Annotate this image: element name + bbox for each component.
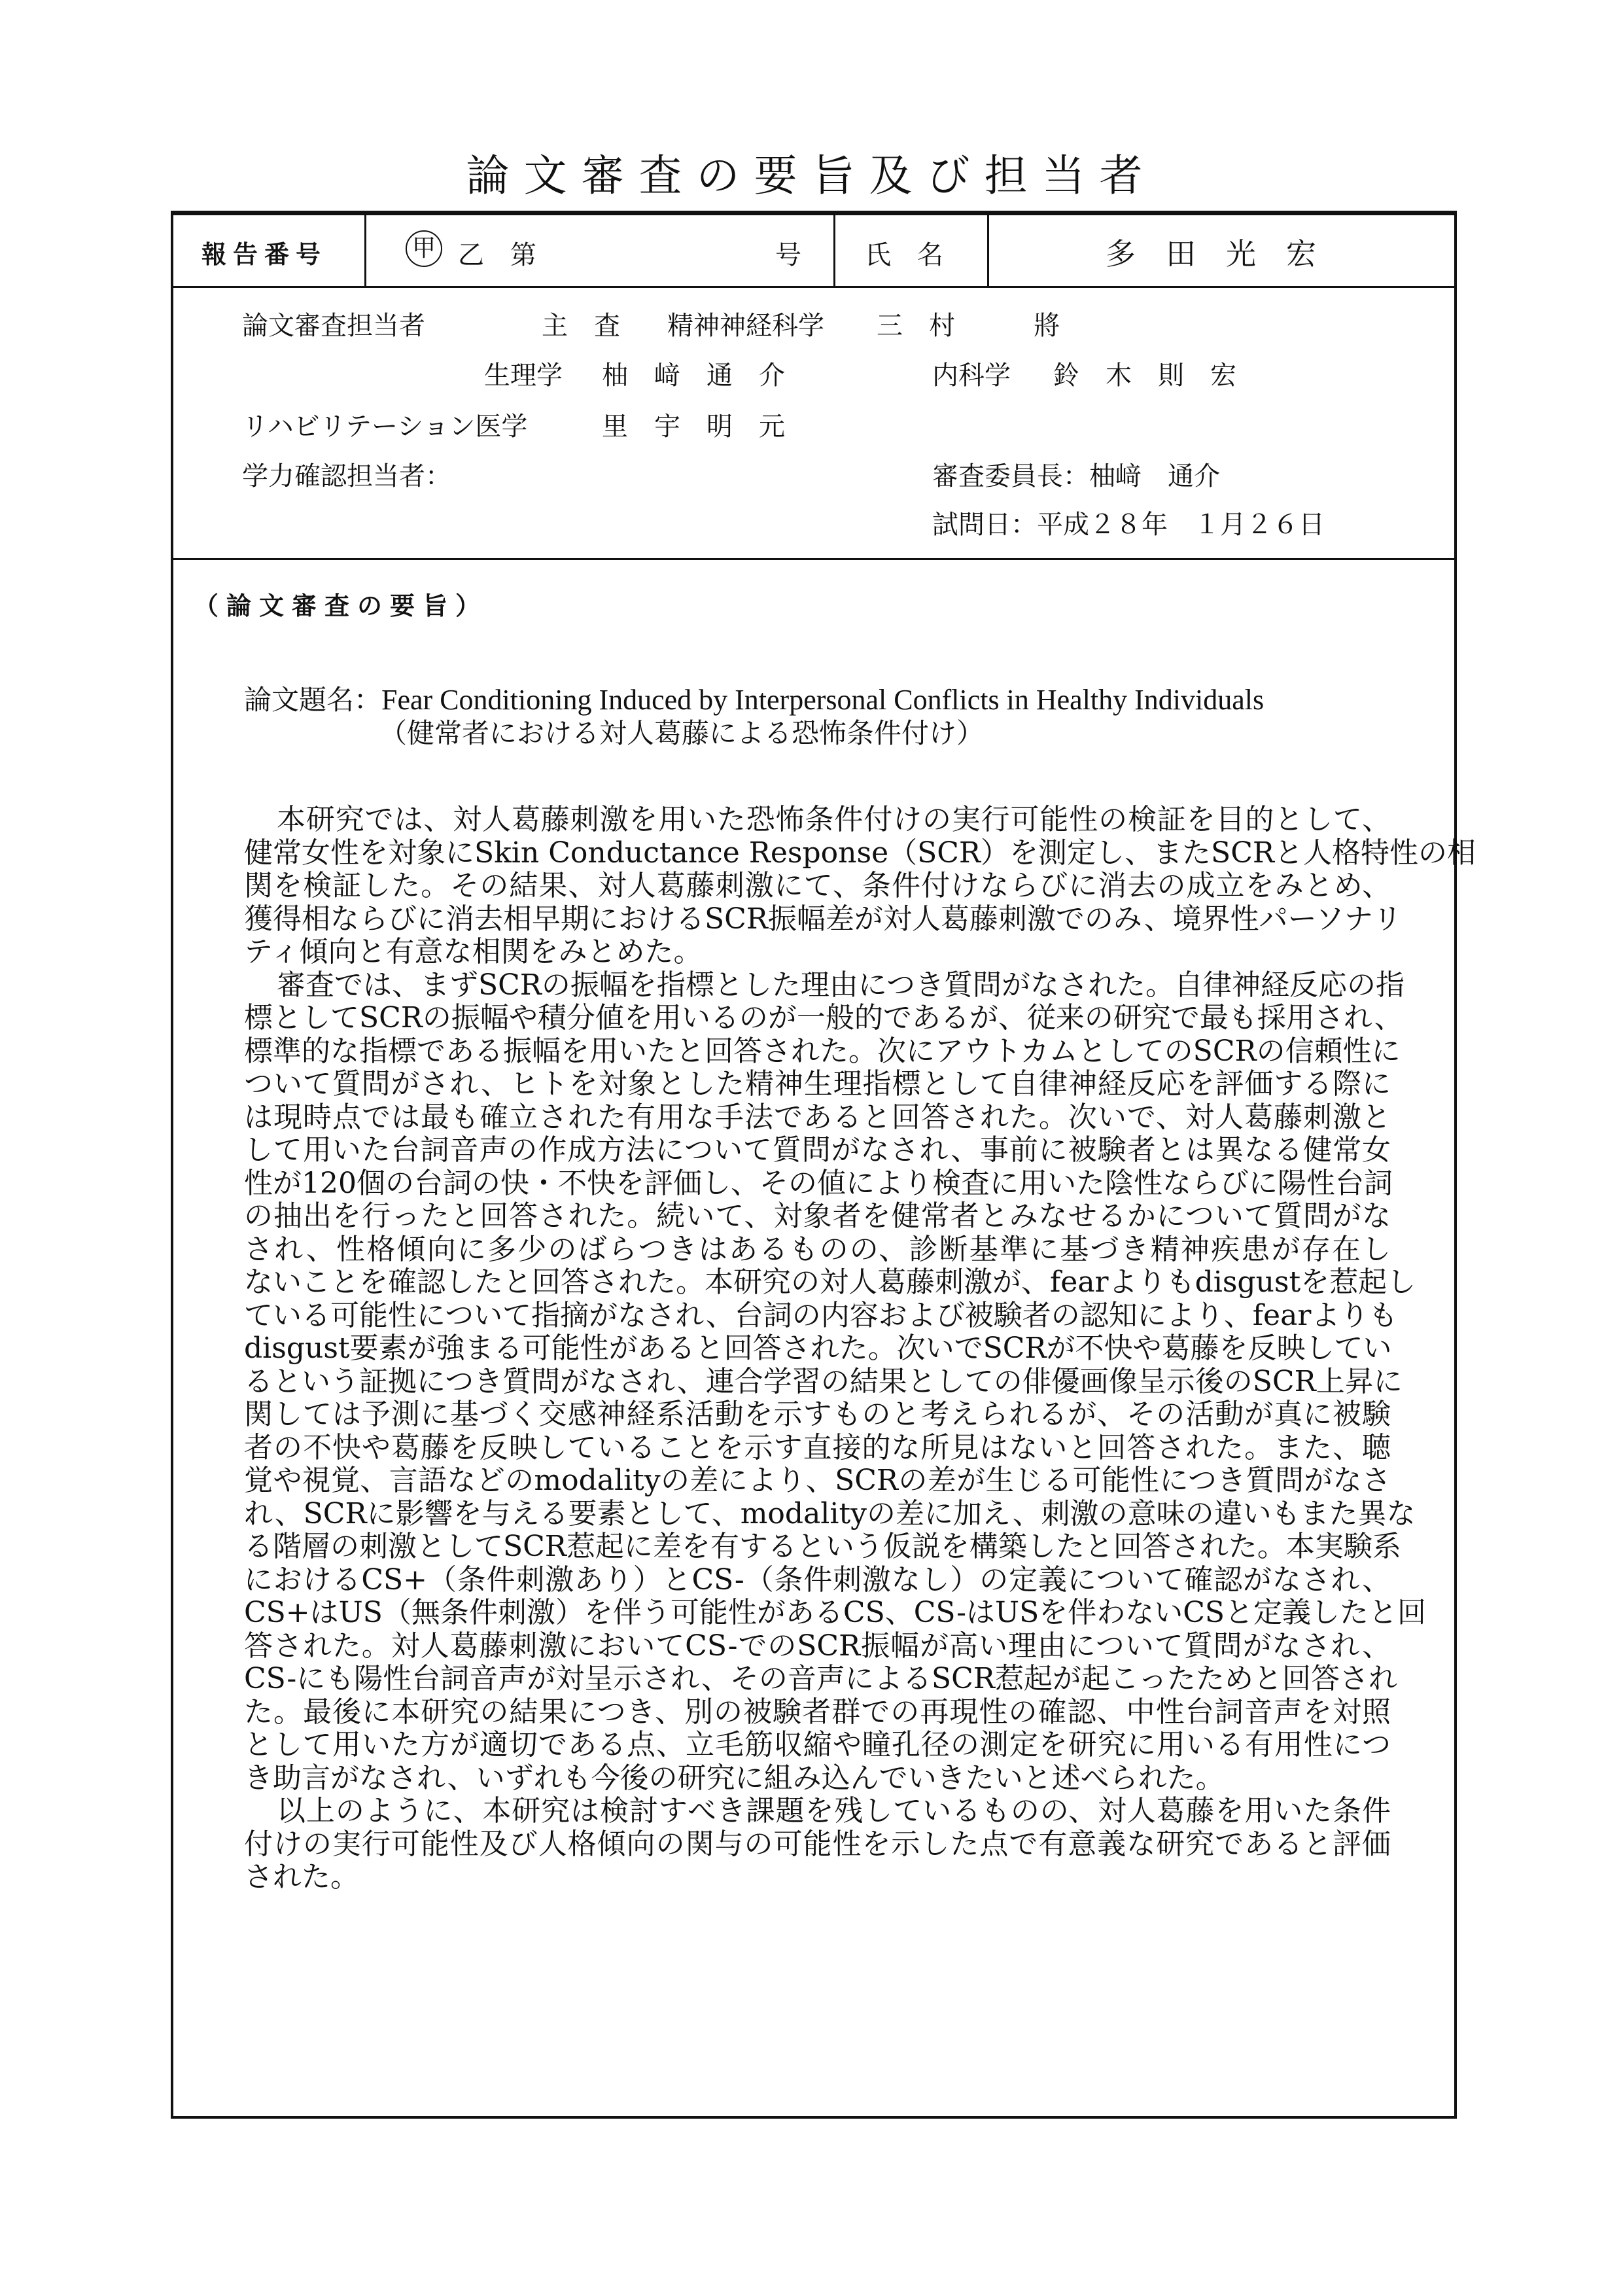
summary-line: の抽出を行ったと回答された。続いて、対象者を健常者とみなせるかについて質問がな [244,1199,1391,1233]
member-name: 里 宇 明 元 [602,412,785,442]
report-number-label: 報告番号 [201,240,328,269]
summary-line: ついて質問がされ、ヒトを対象とした精神生理指標として自律神経反応を評価する際に [244,1067,1391,1101]
summary-line: 関を検証した。その結果、対人葛藤刺激にて、条件付けならびに消去の成立をみとめ、 [244,869,1391,902]
summary-line: して用いた台詞音声の作成方法について質問がなされ、事前に被験者とは異なる健常女 [244,1133,1391,1167]
thesis-label: 論文題名： [244,684,382,716]
chief-name: 三 村 將 [877,311,1060,341]
summary-line: ている可能性について指摘がなされ、台詞の内容および被験者の認知により、fearよりも [244,1298,1398,1332]
summary-line: 本研究では、対人葛藤刺激を用いた恐怖条件付けの実行可能性の検証を目的として、 [277,803,1391,836]
chief-label: 主 査 [542,311,620,341]
kou-mark [406,230,442,267]
summary-line: 以上のように、本研究は検討すべき課題を残しているものの、対人葛藤を用いた条件 [277,1794,1391,1828]
member-name: 柚 﨑 通 介 [602,361,785,391]
summary-line: disgust要素が強まる可能性があると回答された。次いでSCRが不快や葛藤を反映してい [244,1332,1392,1365]
divider [171,558,1457,560]
member-dept: 内科学 [932,361,1011,391]
examiners-label: 論文審査担当者 [242,311,425,341]
divider [364,211,366,287]
summary-line: 審査では、まずSCRの振幅を指標とした理由につき質問がなされた。自律神経反応の指 [277,968,1405,1002]
name-value: 多 田 光 宏 [1106,236,1316,272]
summary-line: れ、SCRに影響を与える要素として、modalityの差に加え、刺激の意味の違いもまた異な [244,1496,1416,1530]
divider [171,286,1457,288]
summary-line: ティ傾向と有意な相関をみとめた。 [244,935,703,968]
summary-line: として用いた方が適切である点、立毛筋収縮や瞳孔径の測定を研究に用いる有用性につ [244,1728,1391,1761]
thesis-title-en: Fear Conditioning Induced by Interpersonal Conflicts in Healthy Individuals [381,684,1265,716]
committee-chair: 審査委員長：柚﨑 通介 [932,461,1220,491]
summary-line: された。 [244,1860,359,1894]
member-name: 鈴 木 則 宏 [1053,361,1236,391]
summary-line: CS+はUS（無条件刺激）を伴う可能性があるCS、CS-はUSを伴わないCSと定義したと回 [244,1596,1427,1629]
otsu-dai: 乙 第 [458,240,536,270]
summary-line: 標準的な指標である振幅を用いたと回答された。次にアウトカムとしてのSCRの信頼性に [244,1034,1401,1068]
divider [987,211,989,287]
summary-line: た。最後に本研究の結果につき、別の被験者群での再現性の確認、中性台詞音声を対照 [244,1695,1391,1729]
go-label: 号 [775,240,801,270]
member-dept: リハビリテーション医学 [242,412,528,442]
thesis-title-ja: （健常者における対人葛藤による恐怖条件付け） [379,717,985,749]
summary-line: 標としてSCRの振幅や積分値を用いるのが一般的であるが、従来の研究で最も採用され、 [244,1001,1403,1034]
summary-line: は現時点では最も確立された有用な手法であると回答された。次いで、対人葛藤刺激と [244,1100,1391,1134]
summary-line: におけるCS+（条件刺激あり）とCS-（条件刺激なし）の定義について確認がなされ、 [244,1563,1391,1597]
member-dept: 生理学 [484,361,563,391]
summary-line: 獲得相ならびに消去相早期におけるSCR振幅差が対人葛藤刺激でのみ、境界性パーソナリ [244,902,1402,936]
academic-examiner-label: 学力確認担当者： [242,461,451,491]
summary-line: き助言がなされ、いずれも今後の研究に組み込んでいきたいと述べられた。 [244,1761,1225,1795]
kou-circled: 甲 [406,230,442,267]
summary-line: 付けの実行可能性及び人格傾向の関与の可能性を示した点で有意義な研究であると評価 [244,1827,1391,1861]
summary-line: る階層の刺激としてSCR惹起に差を有するという仮説を構築したと回答された。本実験系 [244,1530,1401,1563]
name-label: 氏 名 [865,240,943,270]
summary-line: 覚や視覚、言語などのmodalityの差により、SCRの差が生じる可能性につき質問がなさ [244,1464,1391,1497]
summary-line: CS-にも陽性台詞音声が対呈示され、その音声によるSCR惹起が起こったためと回答され [244,1662,1397,1695]
document-title: 論文審査の要旨及び担当者 [466,150,1157,201]
divider [833,211,835,287]
summary-line: 関しては予測に基づく交感神経系活動を示すものと考えられるが、その活動が真に被験 [244,1398,1391,1431]
summary-heading: （論文審査の要旨） [194,592,489,620]
summary-line: 答された。対人葛藤刺激においてCS-でのSCR振幅が高い理由について質問がなされ、 [244,1629,1391,1663]
summary-line: ないことを確認したと回答された。本研究の対人葛藤刺激が、fearよりもdisgustを惹起し [244,1265,1416,1299]
summary-line: され、性格傾向に多少のばらつきはあるものの、診断基準に基づき精神疾患が存在し [244,1232,1391,1266]
summary-line: 性が120個の台詞の快・不快を評価し、その値により検査に用いた陰性ならびに陽性台詞 [244,1166,1393,1200]
summary-line: 者の不快や葛藤を反映していることを示す直接的な所見はないと回答された。また、聴 [244,1430,1391,1464]
exam-date: 試問日：平成２８年 １月２６日 [932,510,1325,540]
chief-dept: 精神神経科学 [667,311,824,341]
summary-line: るという証拠につき質問がなされ、連合学習の結果としての俳優画像呈示後のSCR上昇に [244,1364,1403,1398]
summary-line: 健常女性を対象にSkin Conductance Response（SCR）を測定し、またSCRと人格特性の相 [244,836,1476,870]
